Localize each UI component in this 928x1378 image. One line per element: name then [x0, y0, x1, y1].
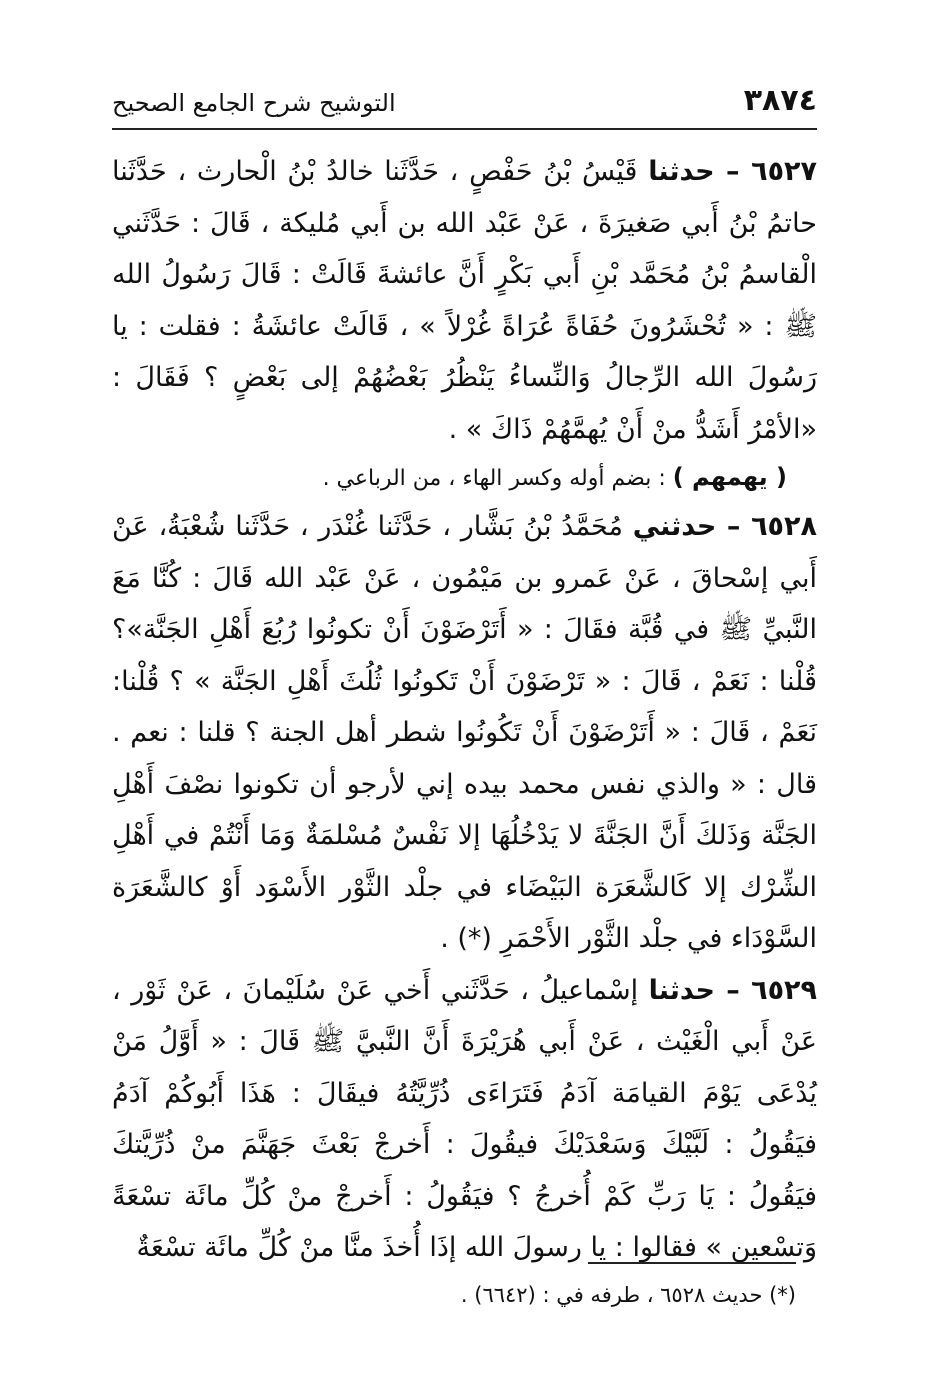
commentary-note: [112, 455, 817, 501]
hadith-text: إسْماعيلُ ، حَدَّثَني أَخي عَنْ سُلَيْمانَ ، عَنْ ثَوْر ، عَنْ أَبي الْغَيْث ، عَنْ أَبي هُرَيْرَةَ أَنَّ النَّبيَّ ﷺ قَالَ : « أَوَّلُ مَنْ يُدْعَى يَوْمَ القيامَة آدَمُ فَتَرَاءَى ذُرِّيَّتُهُ فيقَالَ : هَذَا أَبُوكُمْ آدَمُ فيَقُولُ : لَبَّيْكَ وَسَعْدَيْكَ فيقُولَ : أَخرجْ بَعْثَ جَهَنَّمَ منْ ذُرِّيَّتكَ فيَقُولُ : يَا رَبِّ كَمْ أُخرجُ ؟ فيَقُولُ : أَخرجْ منْ كُلِّ مائَة تسْعَةً وَتسْعين » فقالوا : يا رسولَ الله إذَا أُخذَ منَّا منْ كُلِّ مائَة تسْعَةٌ: [112, 974, 817, 1263]
main-text: [112, 146, 817, 1274]
page-number: ٣٨٧٤: [743, 83, 817, 118]
note-text: : بضم أوله وكسر الهاء ، من الرباعي .: [322, 466, 673, 491]
hadith-number-label: ٦٥٢٩ – حدثنا: [648, 974, 818, 1006]
header-divider: [112, 128, 817, 130]
hadith-6529: [112, 965, 817, 1274]
hadith-text: قَيْسُ بْنُ حَفْصٍ ، حَدَّثَنا خالدُ بْنُ الْحارث ، حَدَّثَنا حاتمُ بْنُ أَبي صَغيرَةَ ، عَنْ عَبْد الله بن أَبي مُليكة ، قَالَ : حَدَّثَني الْقاسمُ بْنُ مُحَمَّد بْنِ أَبي بَكْرٍ أَنَّ عائشةَ قَالَتْ : قَالَ رَسُولُ الله ﷺ : « تُحْشَرُونَ حُفَاةً عُرَاةً غُرْلاً » ، قَالَتْ عائشَةُ : فقلت : يا رَسُولَ الله الرِّجالُ وَالنِّساءُ يَنْظُرُ بَعْضُهُمْ إلى بَعْضٍ ؟ فَقَالَ : «الأمْرُ أَشَدُّ منْ أَنْ يُهمَّهُمْ ذَاكَ » .: [112, 156, 817, 445]
footnote: (*) حديث ٦٥٢٨ ، طرفه في : (٦٦٤٢) .: [460, 1283, 796, 1307]
hadith-text: مُحَمَّدُ بْنُ بَشَّار ، حَدَّثَنا غُنْدَر ، حَدَّثَنا شُعْبَةُ، عَنْ أَبي إسْحاقَ ، عَنْ عَمرو بن مَيْمُون ، عَنْ عَبْد الله قَالَ : كُنَّا مَعَ النَّبيِّ ﷺ في قُبَّة فقَالَ : « أَتَرْضَوْنَ أَنْ تكونُوا رُبُعَ أَهْلِ الجَنَّة»؟ قُلْنا : نَعَمْ ، قَالَ : « تَرْضَوْنَ أَنْ تَكونُوا ثُلُثَ أَهْلِ الجَنَّة » ؟ قُلْنا: نَعَمْ ، قَالَ : « أَتَرْضَوْنَ أَنْ تَكُونُوا شطر أهل الجنة ؟ قلنا : نعم . قال : « والذي نفس محمد بيده إني لأرجو أن تكونوا نصْفَ أَهْلِ الجَنَّة وَذَلكَ أَنَّ الجَنَّةَ لا يَدْخُلُهَا إلا نَفْسٌ مُسْلمَةٌ وَمَا أَنْتُمْ في أَهْلِ الشِّرْك إلا كَالشَّعَرَة البَيْضَاء في جلْد الثَّوْر الأَسْوَد أَوْ كالشَّعَرَة السَّوْدَاء في جلْد الثَّوْر الأَحْمَرِ (*) .: [112, 511, 817, 954]
page-header: [112, 82, 817, 122]
hadith-6527: [112, 146, 817, 455]
footnote-divider: [588, 1262, 796, 1264]
hadith-number-label: ٦٥٢٨ – حدثني: [632, 511, 817, 542]
hadith-number-label: ٦٥٢٧ – حدثنا: [648, 156, 818, 187]
hadith-6528: [112, 501, 817, 965]
note-term: ( يهمهم ): [672, 463, 787, 491]
running-title: التوشيح شرح الجامع الصحيح: [112, 89, 396, 117]
